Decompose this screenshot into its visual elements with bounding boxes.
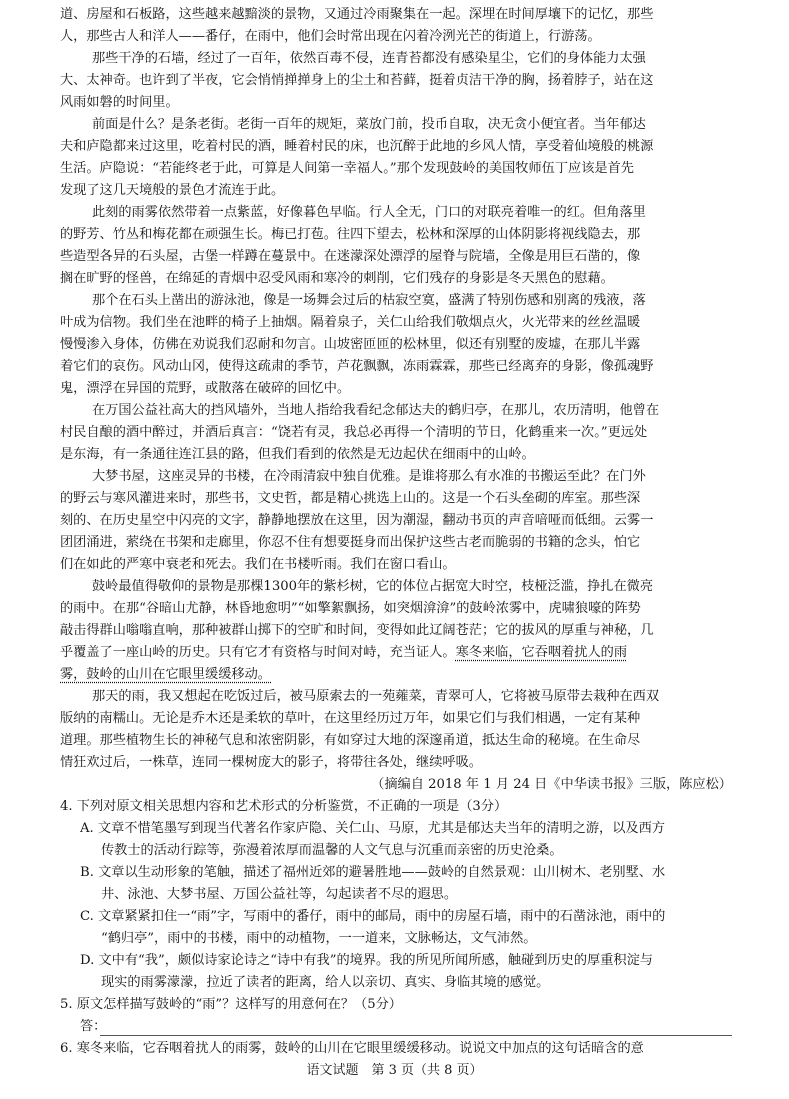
source-citation: （摘编自 2018 年 1 月 24 日《中华读书报》三版，陈应松）	[371, 777, 732, 792]
text-line: 前面是什么？是条老街。老街一百年的规矩，菜放门前，投币自取，决无贪小便宜者。当年郁达	[92, 117, 646, 132]
text-line: 在万国公益社高大的挡风墙外，当地人指给我看纪念郁达夫的鹤归亭，在那儿，农历清明，他曾在	[92, 403, 660, 418]
option-b: B. 文章以生动形象的笔触，描述了福州近郊的避暑胜地——鼓岭的自然景观：山川树木、老别墅、水	[80, 865, 666, 880]
text-line: 大、太神奇。也许到了半夜，它会悄悄掸掸身上的尘土和苔藓，挺着贞洁干净的胸，扬着脖子，站在这	[60, 73, 654, 88]
text-line	[60, 642, 732, 664]
text-line: 慢慢渗入身体，仿佛在劝说我们忍耐和勿言。山坡密匝匝的松林里，似还有别墅的废墟，在那儿半露	[60, 337, 641, 352]
question-6: 6. 寒冬来临，它吞咽着扰人的雨雾，鼓岭的山川在它眼里缓缓移动。说说文中加点的这句话暗含的意	[60, 1041, 644, 1056]
text-line: 版纳的南糯山。无论是乔木还是柔软的草叶，在这里经历过万年，如果它们与我们相遇，一定有某种	[60, 711, 641, 726]
text-line: 那个在石头上凿出的游泳池，像是一场舞会过后的枯寂空寞，盛满了特别伤感和别离的残液，落	[92, 293, 646, 308]
option-c-cont: “鹤归亭”，雨中的书楼，雨中的动植物，一一道来，文脉畅达，文气沛然。	[101, 931, 537, 946]
text-line: 那些干净的石墙，经过了一百年，依然百毒不侵，连青苔都没有感染星尘，它们的身体能力太强	[92, 51, 646, 66]
option-c: C. 文章紧紧扣住一“雨”字，写雨中的番仔，雨中的邮局，雨中的房屋石墙，雨中的石凿泳池，雨中的	[80, 909, 666, 924]
text-line: 的雨中。在那“谷暗山尤静，林昏地愈明”“如擎絮飘扬，如突烟渰渰”的鼓岭浓雾中，虎啸狼嚎的阵势	[60, 601, 641, 616]
text-line: 些造型各异的石头屋，古堡一样蹲在蔓景中。在迷濛深处漂浮的屋脊与院墙，全像是用巨石凿的，像	[60, 249, 641, 264]
text-line: 搁在旷野的怪兽，在绵延的青烟中忍受风雨和寒冷的刺削，它们残存的身影是冬天黑色的慰藉。	[60, 271, 614, 286]
text-line: 刻的、在历史星空中闪亮的文字，静静地摆放在这里，因为潮湿，翻动书页的声音喑哑而低细。云雾一	[60, 513, 654, 528]
text-line: 们在如此的严寒中衰老和死去。我们在书楼听雨。我们在窗口看山。	[60, 557, 456, 572]
text-line: 夫和庐隐都来过这里，吃着村民的酒，睡着村民的床，也沉醉于此地的乡风人情，享受着仙境般的桃源	[60, 139, 654, 154]
text-line: 是东海，有一条通往连江县的路，但我们看到的依然是无边起伏在细雨中的山岭。	[60, 447, 535, 462]
text-line: 鬼，漂浮在异国的荒野，或散落在破碎的回忆中。	[60, 381, 351, 396]
text-line: 着它们的哀伤。风动山冈，使得这疏肃的季节，芦花飘飘，冻雨霖霖，那些已经离弃的身影，像孤魂野	[60, 359, 654, 374]
text-line: 风雨如磐的时间里。	[60, 95, 179, 110]
option-a-cont: 传教士的活动行踪等，弥漫着浓厚而温馨的人文气息与沉重而亲密的历史沧桑。	[101, 843, 563, 858]
dotted-sentence-continued: 雾，鼓岭的山川在它眼里缓缓移动。	[60, 667, 271, 682]
answer-label: 答：	[80, 1019, 107, 1034]
page-footer: 语文试题 第 3 页（共 8 页）	[306, 1063, 483, 1078]
option-d: D. 文中有“我”，颇似诗家论诗之“诗中有我”的境界。我的所见所闻所感，触碰到历史的厚重积淀与	[80, 953, 653, 968]
text-line: 的野芳、竹丛和梅花都在顽强生长。梅已打苞。往四下望去，松林和深厚的山体阴影将视线隐去，那	[60, 227, 641, 242]
text-line: 村民自酿的酒中醉过，并酒后真言：“饶若有灵，我总必再得一个清明的节日，化鹤重来一次。”更远处	[60, 425, 648, 440]
text-line: 敲击得群山嗡嗡直响，那种被群山掷下的空旷和时间，变得如此辽阔苍茫；它的拔风的厚重与神秘，几	[60, 623, 654, 638]
text-line: 叶成为信物。我们坐在池畔的椅子上抽烟。隔着泉子，关仁山给我们敬烟点火，火光带来的丝丝温暖	[60, 315, 641, 330]
option-a: A. 文章不惜笔墨写到现当代著名作家庐隐、关仁山、马原，尤其是郁达夫当年的清明之游，以及西方	[80, 821, 665, 836]
text-line: 人，那些古人和洋人——番仔，在雨中，他们会时常出现在闪着冷洌光芒的街道上，行游荡。	[60, 29, 601, 44]
text-line: 情狂欢过后，一株草，连同一棵树庞大的影子，将带往各处，继续呼吸。	[60, 755, 482, 770]
text-line: 大梦书屋，这座灵异的书楼，在冷雨清寂中独自优雅。是谁将那么有水准的书搬运至此？在门外	[92, 469, 646, 484]
question-4: 4. 下列对原文相关思想内容和艺术形式的分析鉴赏，不正确的一项是（3分）	[60, 799, 508, 814]
text-line: 生活。庐隐说：“若能终老于此，可算是人间第一幸福人。”那个发现鼓岭的美国牧师伍丁应该是首先	[60, 161, 634, 176]
text-line: 鼓岭最值得敬仰的景物是那棵1300年的紫杉树，它的体位占据宽大时空，枝桠泛滥，挣扎在微亮	[92, 579, 654, 594]
text-segment: 乎覆盖了一座山岭的历史。只有它才有资格与时间对峙，充当证人。	[60, 645, 456, 660]
text-line: 的野云与寒风灌进来时，那些书，文史哲，都是精心挑选上山的。这是一个石头垒砌的库室。那些深	[60, 491, 641, 506]
text-line: 道理。那些植物生长的神秘气息和浓密阴影，有如穿过大地的深邃甬道，抵达生命的秘境。在生命尽	[60, 733, 641, 748]
text-line: 此刻的雨雾依然带着一点紫蓝，好像暮色早临。行人全无，门口的对联亮着唯一的红。但角落里	[92, 205, 646, 220]
option-d-cont: 现实的雨雾濛濛，拉近了读者的距离，给人以亲切、真实、身临其境的感觉。	[101, 975, 550, 990]
text-line: 那天的雨，我又想起在吃饭过后，被马原索去的一苑蕹菜，青翠可人，它将被马原带去栽种在西双	[92, 689, 660, 704]
text-line: 发现了这几天境般的景色才流连于此。	[60, 183, 285, 198]
answer-line[interactable]	[100, 1035, 732, 1036]
dotted-sentence: 寒冬来临，它吞咽着扰人的雨	[455, 645, 628, 660]
option-b-cont: 井、泳池、大梦书屋、万国公益社等，勾起读者不尽的遐思。	[101, 887, 458, 902]
question-5: 5. 原文怎样描写鼓岭的“雨”？这样写的用意何在？（5分）	[60, 997, 402, 1012]
text-line: 团团涌进，萦绕在书架和走廊里，你忍不住有想要挺身而出保护这些古老而脆弱的书籍的念头，怕它	[60, 535, 641, 550]
text-line: 道、房屋和石板路，这些越来越黯淡的景物，又通过冷雨聚集在一起。深埋在时间厚壤下的记忆，那些	[60, 7, 654, 22]
